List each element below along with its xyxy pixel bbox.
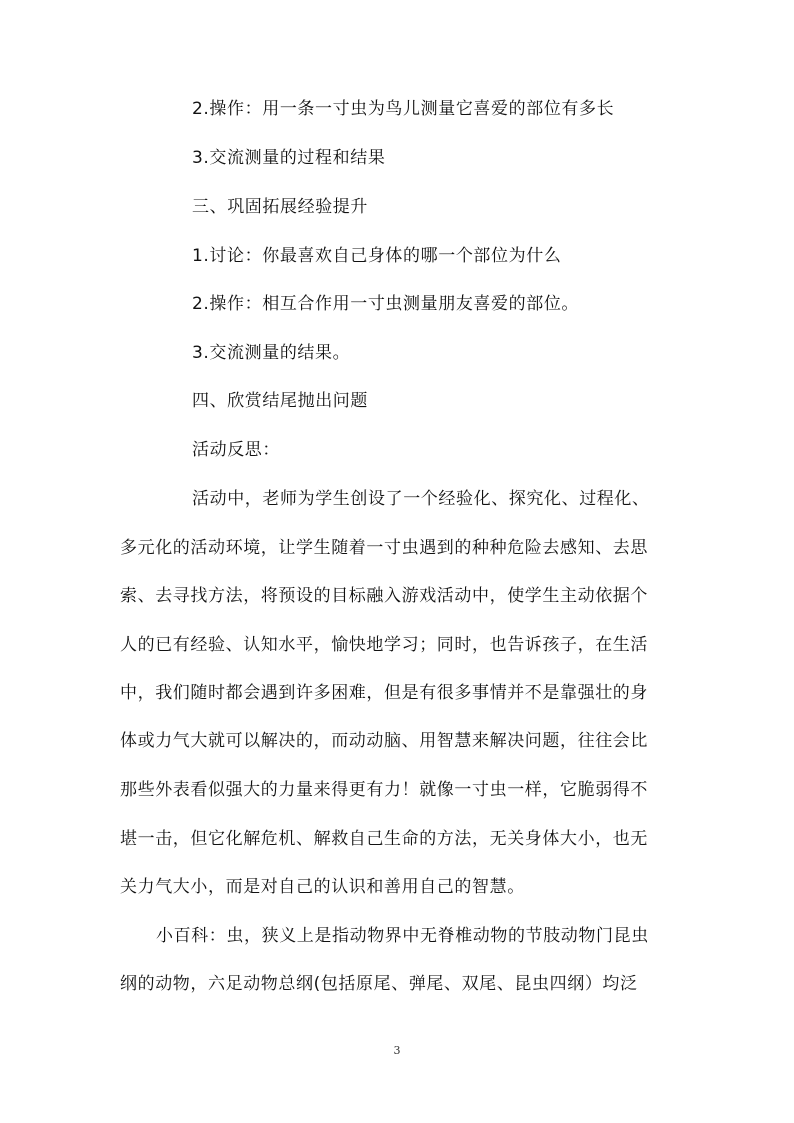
step-3-exchange-process: 3.交流测量的过程和结果 <box>192 148 386 168</box>
reflection-paragraph-line-7: 那些外表看似强大的力量来得更有力！就像一寸虫一样，它脆弱得不 <box>120 780 648 800</box>
reflection-paragraph-line-2: 多元化的活动环境，让学生随着一寸虫遇到的种种危险去感知、去思 <box>120 538 648 558</box>
step-2-cooperate: 2.操作：相互合作用一寸虫测量朋友喜爱的部位。 <box>192 294 580 314</box>
reflection-paragraph-line-1: 活动中，老师为学生创设了一个经验化、探究化、过程化、 <box>192 489 650 509</box>
section-3-heading: 三、巩固拓展经验提升 <box>192 197 368 217</box>
step-1-discussion: 1.讨论：你最喜欢自己身体的哪一个部位为什么 <box>192 246 562 266</box>
reflection-paragraph-line-5: 中，我们随时都会遇到许多困难，但是有很多事情并不是靠强壮的身 <box>120 683 648 703</box>
encyclopedia-line-2: 纲的动物，六足动物总纲(包括原尾、弹尾、双尾、昆虫四纲）均泛 <box>120 974 638 994</box>
page-number: 3 <box>393 1044 401 1057</box>
encyclopedia-line-1: 小百科：虫，狭义上是指动物界中无脊椎动物的节肢动物门昆虫 <box>156 926 649 946</box>
reflection-paragraph-line-9: 关力气大小，而是对自己的认识和善用自己的智慧。 <box>120 877 525 897</box>
reflection-paragraph-line-4: 人的已有经验、认知水平，愉快地学习；同时，也告诉孩子，在生活 <box>120 635 648 655</box>
section-4-heading: 四、欣赏结尾抛出问题 <box>192 391 368 411</box>
reflection-paragraph-line-8: 堪一击，但它化解危机、解救自己生命的方法，无关身体大小，也无 <box>120 829 648 849</box>
step-2-measure-bird: 2.操作：用一条一寸虫为鸟儿测量它喜爱的部位有多长 <box>192 99 615 119</box>
step-3-exchange-result: 3.交流测量的结果。 <box>192 343 351 363</box>
reflection-paragraph-line-3: 索、去寻找方法，将预设的目标融入游戏活动中，使学生主动依据个 <box>120 586 648 606</box>
reflection-paragraph-line-6: 体或力气大就可以解决的，而动动脑、用智慧来解决问题，往往会比 <box>120 731 648 751</box>
reflection-heading: 活动反思： <box>192 440 280 460</box>
